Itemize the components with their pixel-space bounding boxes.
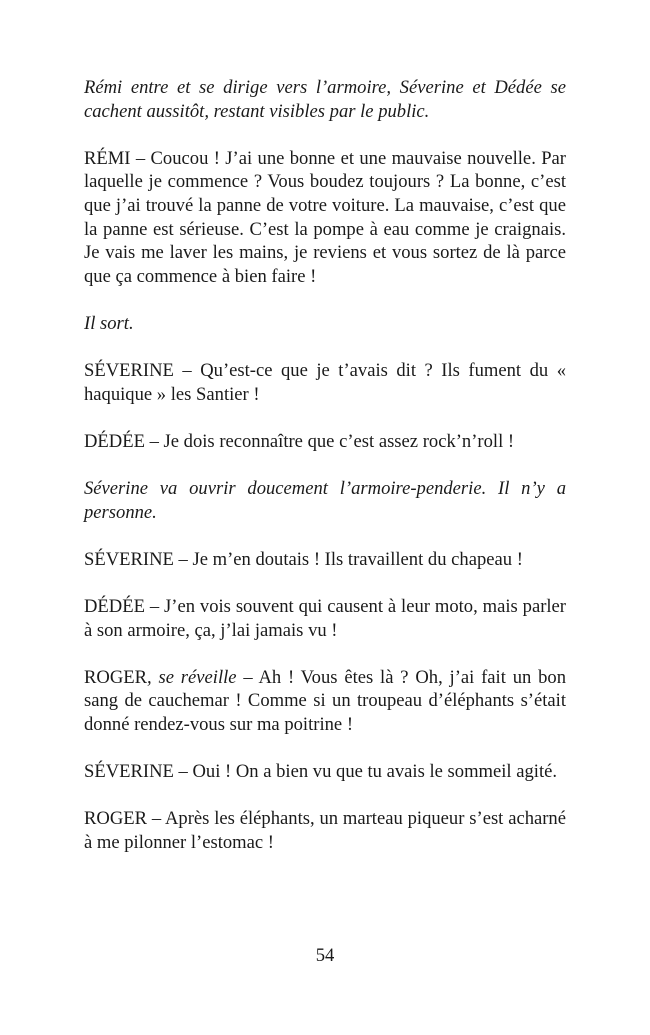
dialogue-line — [84, 430, 566, 454]
dialogue-line — [84, 359, 566, 406]
dialogue-text: Je m’en doutais ! Ils travaillent du chapeau ! — [192, 548, 523, 570]
speaker-name: ROGER — [84, 808, 148, 830]
stage-direction: Il sort. — [84, 312, 134, 334]
dialogue-line — [84, 666, 566, 737]
speaker-name: SÉVERINE — [84, 360, 174, 382]
dialogue-separator: – — [130, 147, 151, 169]
dialogue-text: J’en vois souvent qui causent à leur moto, mais parler à son armoire, ça, j’lai jamais vu ! — [84, 596, 567, 641]
dialogue-text: Ah ! Vous êtes là ? Oh, j’ai fait un bon sang de cauchemar ! Comme si un troupeau d’éléphants s’était donné rendez-vous sur ma poitrine ! — [84, 666, 566, 736]
dialogue-separator: – — [173, 548, 193, 570]
stage-direction: Séverine va ouvrir doucement l’armoire-penderie. Il n’y a personne. — [84, 478, 566, 523]
dialogue-line — [84, 760, 566, 784]
speaker-name: DÉDÉE — [84, 430, 145, 452]
dialogue-line — [84, 595, 566, 642]
stage-direction: Rémi entre et se dirige vers l’armoire, Séverine et Dédée se cachent aussitôt, restant visibles par le public. — [84, 77, 566, 122]
page-number: 54 — [315, 945, 335, 966]
dialogue-text: Oui ! On a bien vu que tu avais le sommeil agité. — [192, 761, 558, 783]
dialogue-separator: – — [173, 360, 201, 382]
speaker-name: RÉMI — [84, 147, 131, 169]
dialogue-text: Après les éléphants, un marteau piqueur s’est acharné à me pilonner l’estomac ! — [84, 808, 566, 853]
dialogue-line — [84, 548, 566, 572]
dialogue-text: Coucou ! J’ai une bonne et une mauvaise nouvelle. Par laquelle je commence ? Vous boudez toujours ? La bonne, c’est que j’ai trouvé la panne de votre voiture. La mauvaise, c’est que la panne est sérieuse. C’est la pompe à eau comme je craignais. Je vais me laver les mains, je reviens et vous sortez de là parce que ça commence à bien faire ! — [84, 147, 566, 287]
page-body — [84, 76, 566, 878]
dialogue-separator: – — [144, 596, 165, 618]
speaker-name: SÉVERINE — [84, 548, 174, 570]
speaker-direction: , se réveille — [147, 666, 237, 688]
dialogue-separator: – — [144, 430, 164, 452]
dialogue-text: Qu’est-ce que je t’avais dit ? Ils fument du « haquique » les Santier ! — [84, 360, 567, 405]
speaker-name: ROGER — [84, 666, 148, 688]
dialogue-line — [84, 147, 566, 289]
speaker-name: SÉVERINE — [84, 761, 174, 783]
dialogue-separator: – — [236, 666, 259, 688]
dialogue-text: Je dois reconnaître que c’est assez rock’n’roll ! — [163, 430, 515, 452]
dialogue-separator: – — [147, 808, 165, 830]
dialogue-separator: – — [173, 761, 193, 783]
speaker-name: DÉDÉE — [84, 596, 145, 618]
dialogue-line — [84, 807, 566, 854]
